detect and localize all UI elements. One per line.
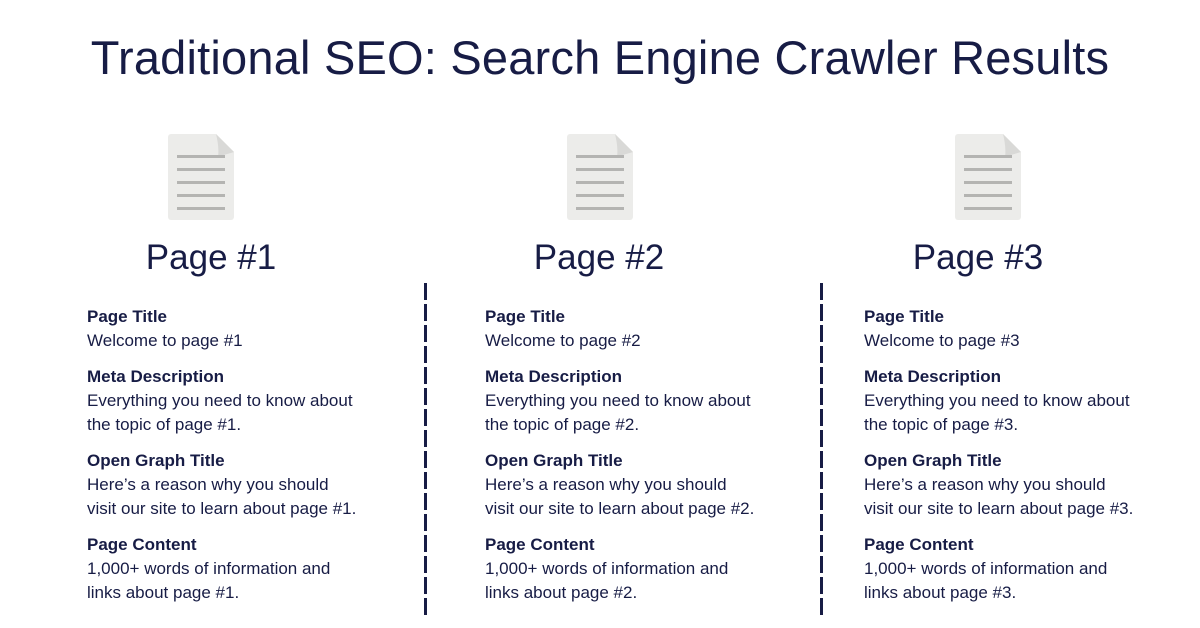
column-divider-1 [424,283,427,616]
field-label: Open Graph Title [864,451,1002,470]
field-page-title [864,305,1164,353]
field-label: Meta Description [485,367,622,386]
page-heading-3: Page #3 [912,238,1044,277]
field-label: Page Title [87,307,167,326]
field-value: Here’s a reason why you should visit our site to learn about page #2. [485,475,755,518]
field-open-graph-title [864,449,1164,521]
field-value: 1,000+ words of information and links about page #2. [485,559,729,602]
page-column-2 [428,0,820,628]
field-open-graph-title [485,449,785,521]
page-title: Traditional SEO: Search Engine Crawler Results [90,31,1110,84]
field-page-content [864,533,1164,605]
column-divider-2 [820,283,823,616]
field-meta-description [485,365,785,437]
field-label: Page Title [864,307,944,326]
field-page-title [485,305,785,353]
field-value: Welcome to page #3 [864,331,1020,350]
field-label: Open Graph Title [87,451,225,470]
field-label: Page Content [864,535,974,554]
field-meta-description [87,365,387,437]
field-page-content [485,533,785,605]
page-heading-2: Page #2 [533,238,665,277]
field-value: Welcome to page #1 [87,331,243,350]
document-icon [955,134,1021,220]
field-value: Everything you need to know about the topic of page #3. [864,391,1130,434]
field-list-3 [864,305,1164,617]
field-label: Page Content [485,535,595,554]
field-list-1 [87,305,387,617]
document-icon [567,134,633,220]
field-label: Page Content [87,535,197,554]
field-meta-description [864,365,1164,437]
field-value: Welcome to page #2 [485,331,641,350]
document-icon [168,134,234,220]
field-page-title [87,305,387,353]
field-label: Open Graph Title [485,451,623,470]
page-column-1 [0,0,420,628]
page-column-3 [824,0,1200,628]
page-heading-1: Page #1 [145,238,277,277]
field-label: Meta Description [87,367,224,386]
field-value: 1,000+ words of information and links about page #3. [864,559,1108,602]
field-value: 1,000+ words of information and links about page #1. [87,559,331,602]
field-label: Page Title [485,307,565,326]
field-list-2 [485,305,785,617]
field-value: Everything you need to know about the topic of page #1. [87,391,353,434]
field-page-content [87,533,387,605]
field-label: Meta Description [864,367,1001,386]
field-value: Here’s a reason why you should visit our site to learn about page #1. [87,475,357,518]
field-value: Here’s a reason why you should visit our site to learn about page #3. [864,475,1134,518]
field-value: Everything you need to know about the topic of page #2. [485,391,751,434]
field-open-graph-title [87,449,387,521]
